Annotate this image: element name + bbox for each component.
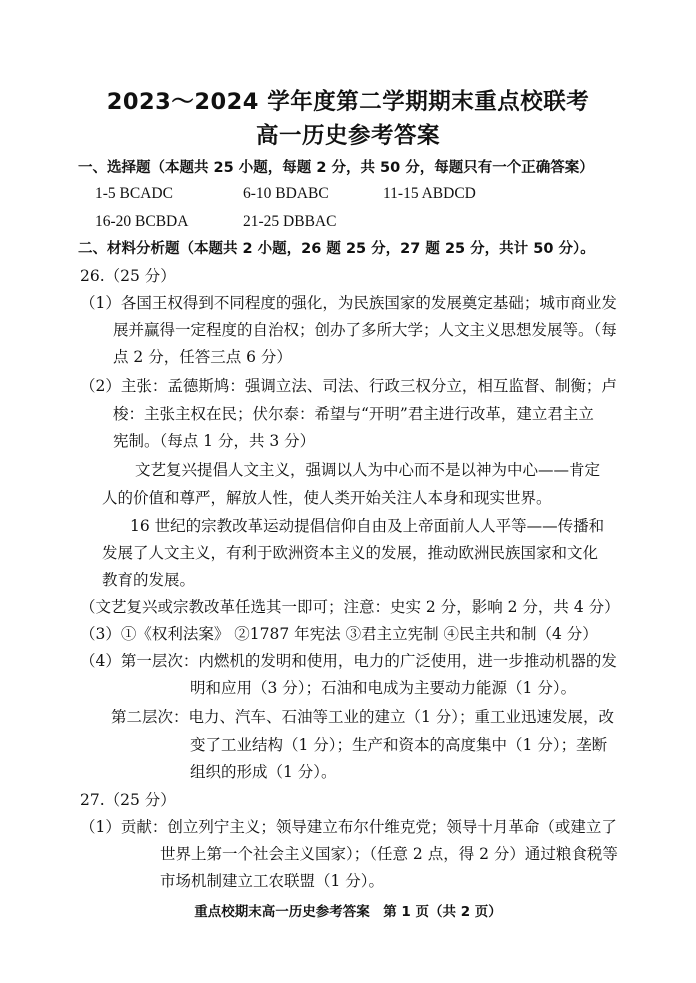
text-line: （1）各国王权得到不同程度的强化，为民族国家的发展奠定基础；城市商业发 (80, 294, 617, 312)
text-line: 世界上第一个社会主义国家）；（任意 2 点，得 2 分）通过粮食税等 (160, 845, 618, 863)
text-line: 第二层次：电力、汽车、石油等工业的建立（1 分）；重工业迅速发展，改 (111, 708, 615, 726)
section-2-heading: 二、材料分析题（本题共 2 小题，26 题 25 分，27 题 25 分，共计 50 分）。 (78, 241, 595, 257)
text-line: 梭：主张主权在民；伏尔泰：希望与“开明”君主进行改革，建立君主立 (113, 405, 594, 423)
doc-title: 2023～2024 学年度第二学期期末重点校联考 (106, 89, 590, 115)
text-line: 展并赢得一定程度的自治权；创办了多所大学；人文主义思想发展等。（每 (113, 321, 617, 339)
text-line: 市场机制建立工农联盟（1 分）。 (160, 872, 385, 890)
text-line: 文艺复兴提倡人文主义，强调以人为中心而不是以神为中心——肯定 (135, 461, 601, 479)
text-line: （1）贡献：创立列宁主义；领导建立布尔什维克党；领导十月革命（或建立了 (80, 818, 617, 836)
answer-group: 6-10 BDABC (243, 185, 329, 202)
page-footer: 重点校期末高一历史参考答案 第 1 页（共 2 页） (194, 904, 502, 920)
answer-group: 16-20 BCBDA (95, 213, 189, 230)
text-line: （4）第一层次：内燃机的发明和使用，电力的广泛使用，进一步推动机器的发 (80, 652, 617, 670)
text-line: 16 世纪的宗教改革运动提倡信仰自由及上帝面前人人平等——传播和 (130, 517, 605, 535)
text-line: （2）主张：孟德斯鸠：强调立法、司法、行政三权分立，相互监督、制衡；卢 (80, 377, 617, 395)
text-line: （3）①《权利法案》 ②1787 年宪法 ③君主立宪制 ④民主共和制（4 分） (80, 625, 598, 643)
question-heading: 27.（25 分） (80, 791, 176, 809)
text-line: 人的价值和尊严，解放人性，使人类开始关注人本身和现实世界。 (102, 489, 552, 507)
answer-group: 21-25 DBBAC (243, 213, 337, 230)
answer-group: 11-15 ABDCD (383, 185, 476, 202)
section-1-heading: 一、选择题（本题共 25 小题，每题 2 分，共 50 分，每题只有一个正确答案） (78, 160, 594, 176)
answer-group: 1-5 BCADC (95, 185, 173, 202)
doc-subtitle: 高一历史参考答案 (255, 123, 440, 149)
text-line: 组织的形成（1 分）。 (190, 763, 337, 781)
text-line: （文艺复兴或宗教改革任选其一即可；注意：史实 2 分，影响 2 分，共 4 分） (80, 598, 620, 616)
text-line: 明和应用（3 分）；石油和电成为主要动力能源（1 分）。 (190, 679, 577, 697)
text-line: 教育的发展。 (102, 571, 196, 589)
text-line: 宪制。（每点 1 分，共 3 分） (113, 432, 316, 450)
text-line: 点 2 分，任答三点 6 分） (113, 348, 292, 366)
question-heading: 26.（25 分） (80, 267, 176, 285)
text-line: 发展了人文主义，有利于欧洲资本主义的发展，推动欧洲民族国家和文化 (102, 544, 599, 562)
text-line: 变了工业结构（1 分）；生产和资本的高度集中（1 分）；垄断 (190, 736, 608, 754)
